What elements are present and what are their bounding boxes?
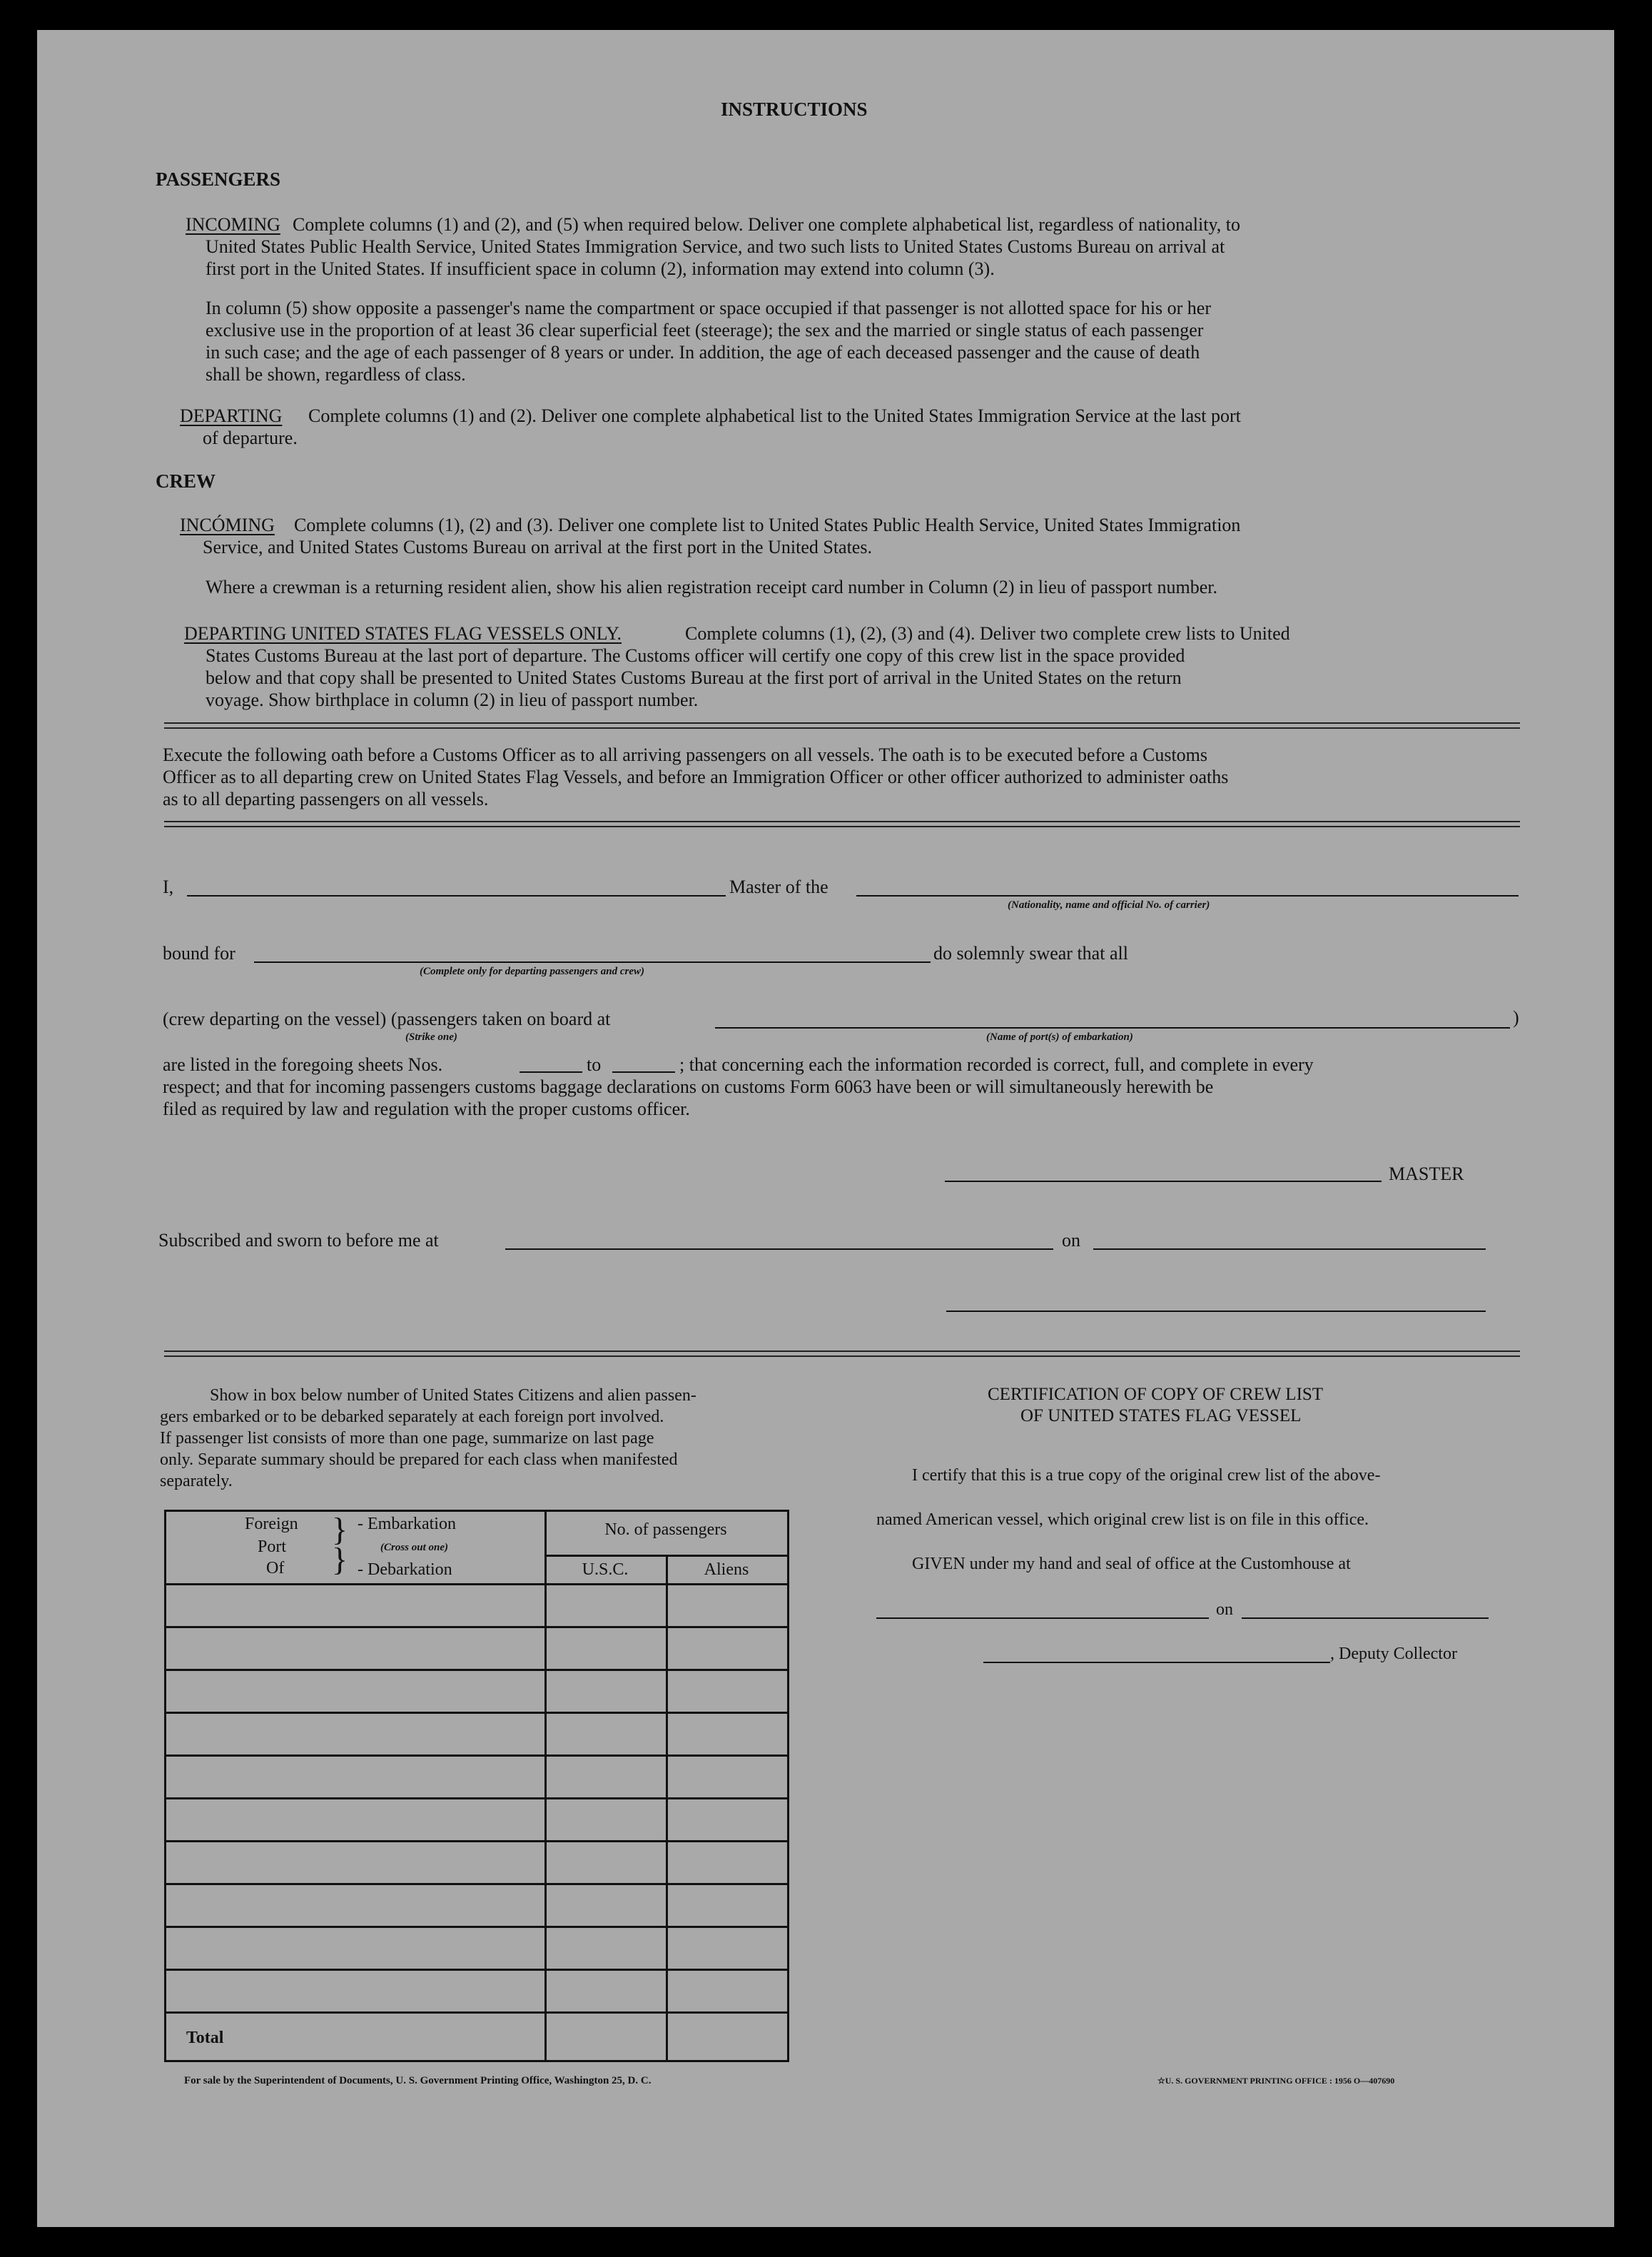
- summary-instructions-line: gers embarked or to be debarked separately at each foreign port involved.: [160, 1408, 664, 1426]
- crew-resident-line: Where a crewman is a returning resident alien, show his alien registration receipt card number in Column (2) in lieu of passport number.: [206, 577, 1218, 597]
- form-sheet: [37, 30, 1614, 2227]
- strike-one-hint: (Strike one): [405, 1031, 457, 1043]
- passengers-incoming-line: Complete columns (1) and (2), and (5) when required below. Deliver one complete alphabetical list, regardless of nationality, to: [293, 214, 1240, 235]
- of-label: Of: [266, 1559, 285, 1577]
- master-signature-field[interactable]: [945, 1181, 1382, 1182]
- oath-intro-line: as to all departing passengers on all vessels.: [163, 789, 489, 809]
- usc-header: U.S.C.: [582, 1560, 629, 1579]
- certification-date-field[interactable]: [1242, 1617, 1489, 1619]
- crew-departing-line: voyage. Show birthplace in column (2) in lieu of passport number.: [206, 690, 699, 710]
- crew-incoming-line: Complete columns (1), (2) and (3). Deliver one complete list to United States Public Health Service, United States Immigration: [294, 515, 1241, 535]
- divider: [164, 1350, 1520, 1357]
- table-row: [166, 1926, 787, 1928]
- cross-out-hint: (Cross out one): [380, 1542, 449, 1553]
- to-label: to: [587, 1054, 602, 1075]
- header-rule: [544, 1555, 787, 1557]
- given-line: GIVEN under my hand and seal of office at the Customhouse at: [912, 1555, 1351, 1573]
- no-of-passengers-header: No. of passengers: [604, 1520, 727, 1539]
- listed-label: are listed in the foregoing sheets Nos.: [163, 1054, 443, 1075]
- foreign-label: Foreign: [245, 1515, 298, 1533]
- crew-departing-line: States Customs Bureau at the last port of departure. The Customs officer will certify one copy of this crew list in the space provided: [206, 645, 1185, 666]
- column5-line: exclusive use in the proportion of at least 36 clear superficial feet (steerage); the sex and the married or single status of each passenger: [206, 320, 1204, 340]
- table-row: [166, 1754, 787, 1757]
- brace-top: }: [332, 1511, 348, 1547]
- certification-title: OF UNITED STATES FLAG VESSEL: [1020, 1406, 1302, 1425]
- crew-incoming-line: Service, and United States Customs Bureau on arrival at the first port in the United States.: [203, 537, 872, 557]
- sheet-to-field[interactable]: [612, 1071, 675, 1073]
- table-row: [166, 1797, 787, 1799]
- table-row: [166, 1969, 787, 1971]
- master-label: MASTER: [1389, 1163, 1464, 1184]
- summary-instructions-line: If passenger list consists of more than one page, summarize on last page: [160, 1429, 654, 1448]
- deputy-signature-field[interactable]: [983, 1662, 1330, 1663]
- certify-line: named American vessel, which original crew list is on file in this office.: [876, 1510, 1369, 1529]
- crew-departing-line: Complete columns (1), (2), (3) and (4). Deliver two complete crew lists to United: [685, 623, 1290, 644]
- header-rule: [166, 1583, 787, 1585]
- column5-line: in such case; and the age of each passenger of 8 years or under. In addition, the age of each deceased passenger and the cause of death: [206, 342, 1200, 363]
- on-label: on: [1062, 1230, 1080, 1251]
- crew-departing-line: below and that copy shall be presented to United States Customs Bureau at the first port of arrival in the United States on the return: [206, 667, 1182, 688]
- table-row: [166, 2011, 787, 2014]
- column-divider: [666, 1555, 668, 2060]
- table-row: [166, 1883, 787, 1885]
- table-row: [166, 1712, 787, 1714]
- close-paren: ): [1513, 1007, 1519, 1028]
- master-name-field[interactable]: [187, 895, 726, 897]
- crew-departing-label: DEPARTING UNITED STATES FLAG VESSELS ONLY.: [184, 623, 622, 644]
- passengers-departing-line: Complete columns (1) and (2). Deliver one complete alphabetical list to the United States Immigration Service at the last port: [308, 405, 1241, 426]
- carrier-field[interactable]: [856, 895, 1519, 897]
- column5-line: In column (5) show opposite a passenger's name the compartment or space occupied if that passenger is not allotted space for his or her: [206, 298, 1211, 318]
- total-label: Total: [186, 2029, 224, 2047]
- divider: [164, 821, 1520, 827]
- officer-signature-field[interactable]: [946, 1311, 1486, 1312]
- passengers-incoming-line: first port in the United States. If insufficient space in column (2), information may extend into column (3).: [206, 258, 995, 279]
- swear-label: do solemnly swear that all: [933, 943, 1128, 964]
- port-label: Port: [258, 1538, 287, 1556]
- oath-intro-line: Officer as to all departing crew on United States Flag Vessels, and before an Immigration Officer or other officer authorized to administer oaths: [163, 767, 1229, 787]
- embarkation-label: - Embarkation: [358, 1515, 456, 1533]
- port-hint: (Name of port(s) of embarkation): [986, 1031, 1133, 1043]
- subscribed-date-field[interactable]: [1093, 1248, 1486, 1250]
- column-divider: [544, 1512, 547, 2060]
- sheet-from-field[interactable]: [520, 1071, 582, 1073]
- customhouse-field[interactable]: [876, 1617, 1209, 1619]
- oath-i-label: I,: [163, 877, 174, 897]
- subscribed-place-field[interactable]: [505, 1248, 1053, 1250]
- bound-for-hint: (Complete only for departing passengers and crew): [420, 966, 644, 977]
- certification-title: CERTIFICATION OF COPY OF CREW LIST: [988, 1385, 1324, 1404]
- embarkation-port-field[interactable]: [715, 1027, 1510, 1029]
- bound-for-field[interactable]: [254, 961, 931, 963]
- aliens-header: Aliens: [704, 1560, 749, 1579]
- debarkation-label: - Debarkation: [358, 1560, 452, 1579]
- certification-on-label: on: [1216, 1600, 1233, 1619]
- master-of-the-label: Master of the: [729, 877, 828, 897]
- crew-departing-label: (crew departing on the vessel) (passengers taken on board at: [163, 1009, 611, 1029]
- passengers-incoming-line: United States Public Health Service, United States Immigration Service, and two such lists to United States Customs Bureau on arrival at: [206, 236, 1225, 257]
- table-row: [166, 1840, 787, 1842]
- crew-incoming-label: INCÓMING: [180, 515, 275, 535]
- subscribed-label: Subscribed and sworn to before me at: [158, 1230, 439, 1251]
- passengers-departing-label: DEPARTING: [180, 405, 283, 426]
- table-row: [166, 1669, 787, 1671]
- passengers-departing-line: of departure.: [203, 428, 298, 448]
- passenger-summary-table: [164, 1510, 789, 2062]
- brace-bottom: }: [332, 1541, 348, 1577]
- summary-instructions-line: only. Separate summary should be prepared for each class when manifested: [160, 1450, 678, 1469]
- oath-intro-line: Execute the following oath before a Customs Officer as to all arriving passengers on all vessels. The oath is to be executed before a Customs: [163, 744, 1208, 765]
- summary-instructions-line: separately.: [160, 1472, 233, 1490]
- passengers-incoming-label: INCOMING: [186, 214, 280, 235]
- bound-for-label: bound for: [163, 943, 235, 964]
- passengers-heading: PASSENGERS: [156, 168, 281, 190]
- footer-sale-note: For sale by the Superintendent of Documents, U. S. Government Printing Office, Washington 25, D. C.: [184, 2075, 652, 2086]
- certify-line: I certify that this is a true copy of the original crew list of the above-: [912, 1466, 1381, 1485]
- filed-line: filed as required by law and regulation with the proper customs officer.: [163, 1099, 690, 1119]
- column5-line: shall be shown, regardless of class.: [206, 364, 466, 385]
- deputy-collector-label: , Deputy Collector: [1330, 1645, 1457, 1663]
- divider: [164, 722, 1520, 729]
- table-row: [166, 1626, 787, 1628]
- carrier-hint: (Nationality, name and official No. of carrier): [1008, 899, 1210, 911]
- summary-instructions-line: Show in box below number of United States Citizens and alien passen-: [210, 1386, 696, 1405]
- crew-heading: CREW: [156, 470, 216, 492]
- listed-line: ; that concerning each the information recorded is correct, full, and complete in every: [679, 1054, 1314, 1075]
- footer-printing-office: ☆U. S. GOVERNMENT PRINTING OFFICE : 1956 O—407690: [1157, 2076, 1395, 2086]
- respect-line: respect; and that for incoming passengers customs baggage declarations on customs Form 6063 have been or will simultaneously herewith be: [163, 1076, 1214, 1097]
- page-title: INSTRUCTIONS: [721, 99, 868, 120]
